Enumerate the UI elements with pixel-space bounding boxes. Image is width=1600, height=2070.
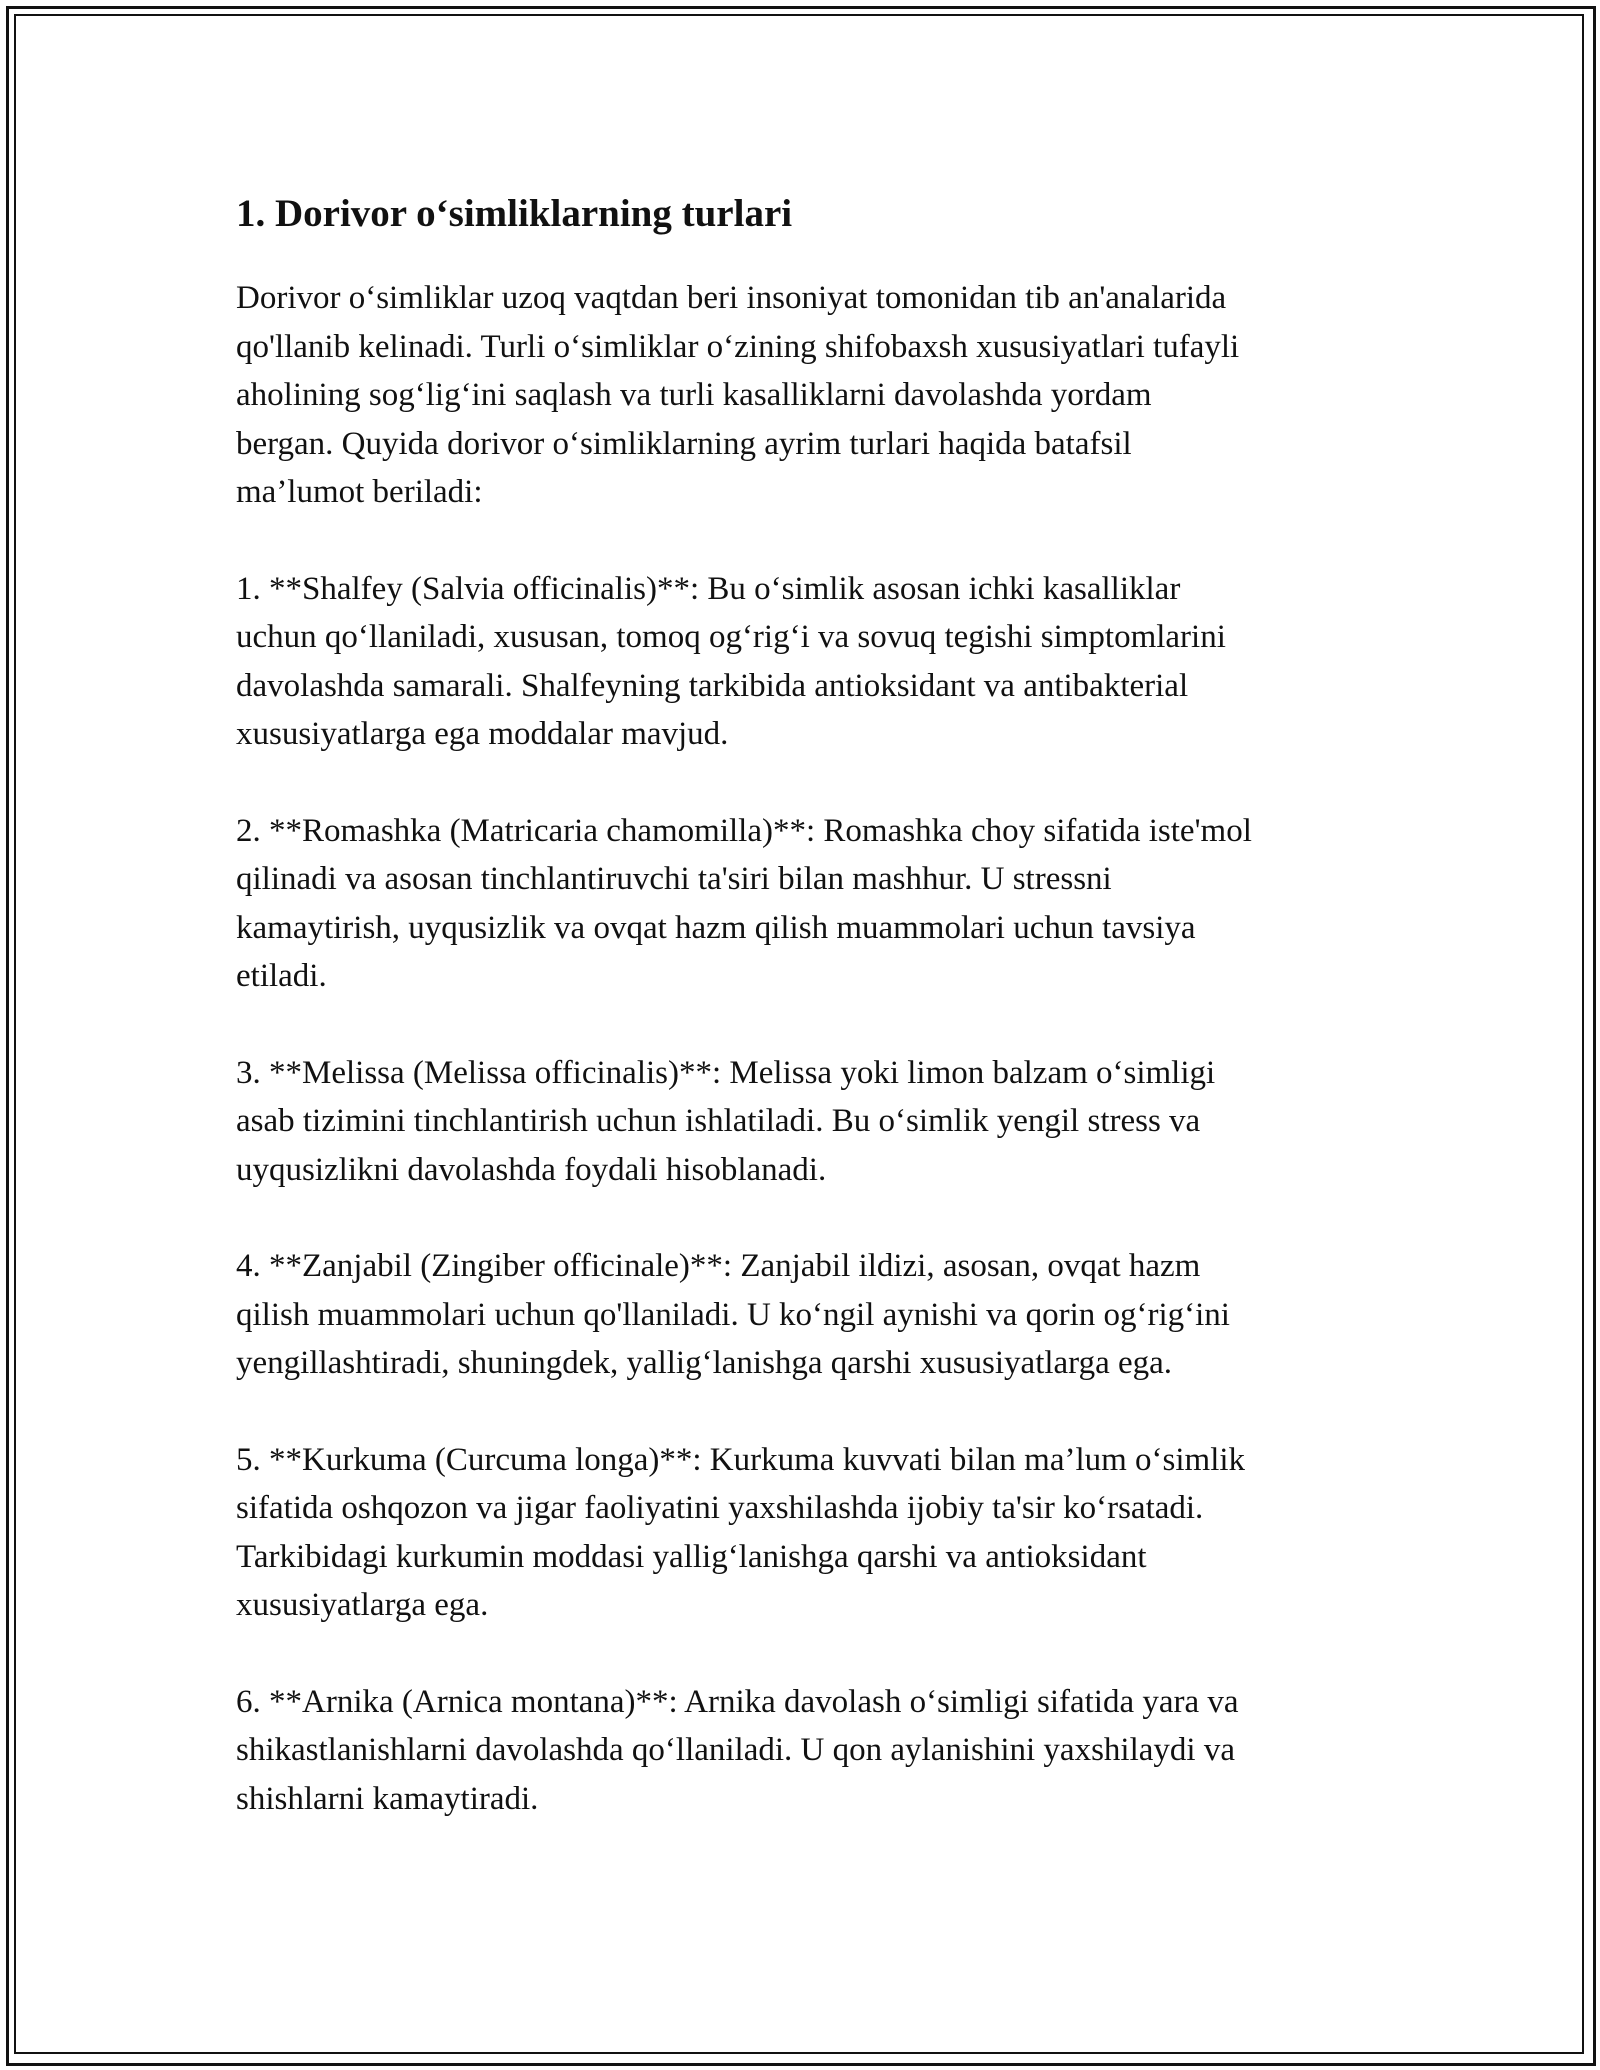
list-item-shalfey: 1. **Shalfey (Salvia officinalis)**: Bu o‘simlik asosan ichki kasalliklar uchun qo‘llaniladi, xususan, tomoq og‘rig‘i va sovuq tegishi simptomlarini davolashda samarali. Shalfeyning tarkibida antioksidant va antibakterial xususiyatlarga ega moddalar mavjud. <box>236 570 1226 752</box>
intro-paragraph: Dorivor o‘simliklar uzoq vaqtdan beri insoniyat tomonidan tib an'analarida qo'llanib kelinadi. Turli o‘simliklar o‘zining shifobaxsh xususiyatlari tufayli aholining sog‘lig‘ini saqlash va turli kasalliklarni davolashda yordam bergan. Quyida dorivor o‘simliklarning ayrim turlari haqida batafsil ma’lumot beriladi: <box>236 280 1240 510</box>
list-item-arnika: 6. **Arnika (Arnica montana)**: Arnika davolash o‘simligi sifatida yara va shikastlanishlarni davolashda qo‘llaniladi. U qon aylanishini yaxshilaydi va shishlarni kamaytiradi. <box>236 1683 1239 1817</box>
list-item-zanjabil: 4. **Zanjabil (Zingiber officinale)**: Zanjabil ildizi, asosan, ovqat hazm qilish muammolari uchun qo'llaniladi. U ko‘ngil aynishi va qorin og‘rig‘ini yengillashtiradi, shuningdek, yallig‘lanishga qarshi xususiyatlarga ega. <box>236 1248 1230 1381</box>
list-item-kurkuma: 5. **Kurkuma (Curcuma longa)**: Kurkuma kuvvati bilan ma’lum o‘simlik sifatida oshqozon va jigar faoliyatini yaxshilashda ijobiy ta'sir ko‘rsatadi. Tarkibidagi kurkumin moddasi yallig‘lanishga qarshi va antioksidant xususiyatlarga ega. <box>236 1441 1246 1623</box>
list-item-melissa: 3. **Melissa (Melissa officinalis)**: Melissa yoki limon balzam o‘simligi asab tizimini tinchlantirish uchun ishlatiladi. Bu o‘simlik yengil stress va uyqusizlikni davolashda foydali hisoblanadi. <box>236 1054 1216 1188</box>
list-item-romashka: 2. **Romashka (Matricaria chamomilla)**: Romashka choy sifatida iste'mol qilinadi va asosan tinchlantiruvchi ta'siri bilan mashhur. U stressni kamaytirish, uyqusizlik va ovqat hazm qilish muammolari uchun tavsiya etiladi. <box>236 812 1252 994</box>
section-heading: 1. Dorivor o‘simliklarning turlari <box>236 192 793 235</box>
document-body <box>236 186 1376 1823</box>
